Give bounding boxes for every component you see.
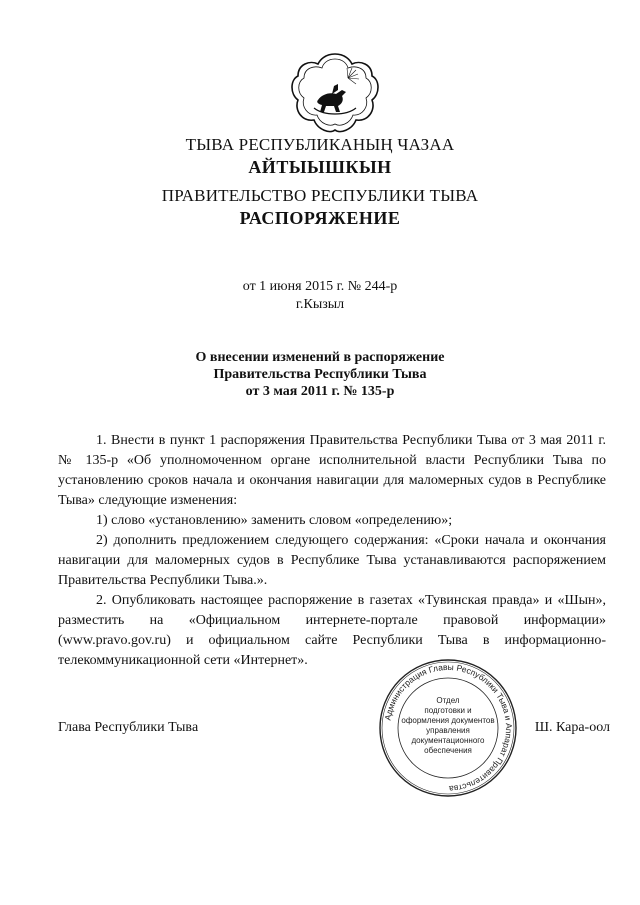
title-line: О внесении изменений в распоряжение <box>195 350 445 365</box>
stamp-line: оформления документов <box>401 716 495 725</box>
signatory-name: Ш. Кара-оол <box>534 720 610 735</box>
stamp-line: подготовки и <box>424 706 472 715</box>
title-line: от 3 мая 2011 г. № 135-р <box>245 384 395 399</box>
document-body <box>58 431 606 671</box>
stamp-ring-text: Администрация Главы Республики Тыва и Аппарат Правительства <box>382 661 515 795</box>
header-order-tuvan: АЙТЫЫШКЫН <box>248 157 392 177</box>
official-stamp <box>378 658 518 798</box>
tuva-coat-of-arms-icon <box>290 50 380 135</box>
document-date-number: от 1 июня 2015 г. № 244-р <box>242 279 398 294</box>
stamp-line: документационного <box>411 736 485 745</box>
title-line: Правительства Республики Тыва <box>213 367 427 382</box>
stamp-line: обеспечения <box>424 746 472 755</box>
header-line-russian: ПРАВИТЕЛЬСТВО РЕСПУБЛИКИ ТЫВА <box>161 186 479 205</box>
document-title <box>0 349 640 400</box>
paragraph-3: 2) дополнить предложением следующего содержания: «Сроки начала и окончания навигации для маломерных судов в Республике Тыва устанавливаются распоряжением Правительства Республики Тыва.». <box>58 533 606 588</box>
paragraph-2: 1) слово «установлению» заменить словом «определению»; <box>96 513 453 528</box>
stamp-line: Отдел <box>436 696 460 705</box>
document-city: г.Кызыл <box>295 297 345 312</box>
paragraph-4: 2. Опубликовать настоящее распоряжение в газетах «Тувинская правда» и «Шын», разместить на «Официальном интернете-портале правовой информации» (www.pravo.gov.ru) и официальном сайте Республики Тыва в информационно-телекоммуникационной сети «Интернет». <box>58 593 606 668</box>
header-line-tuvan: ТЫВА РЕСПУБЛИКАНЫҢ ЧАЗАА <box>185 135 455 154</box>
signatory-position: Глава Республики Тывa <box>58 720 199 735</box>
stamp-line: управления <box>426 726 470 735</box>
header-order-russian: РАСПОРЯЖЕНИЕ <box>239 208 401 228</box>
paragraph-1: 1. Внести в пункт 1 распоряжения Правительства Республики Тыва от 3 мая 2011 г. № 135-р «Об уполномоченном органе исполнительной власти Республики Тыва по установлению сроков начала и окончания навигации для маломерных судов в Республике Тыва» следующие изменения: <box>58 433 606 508</box>
